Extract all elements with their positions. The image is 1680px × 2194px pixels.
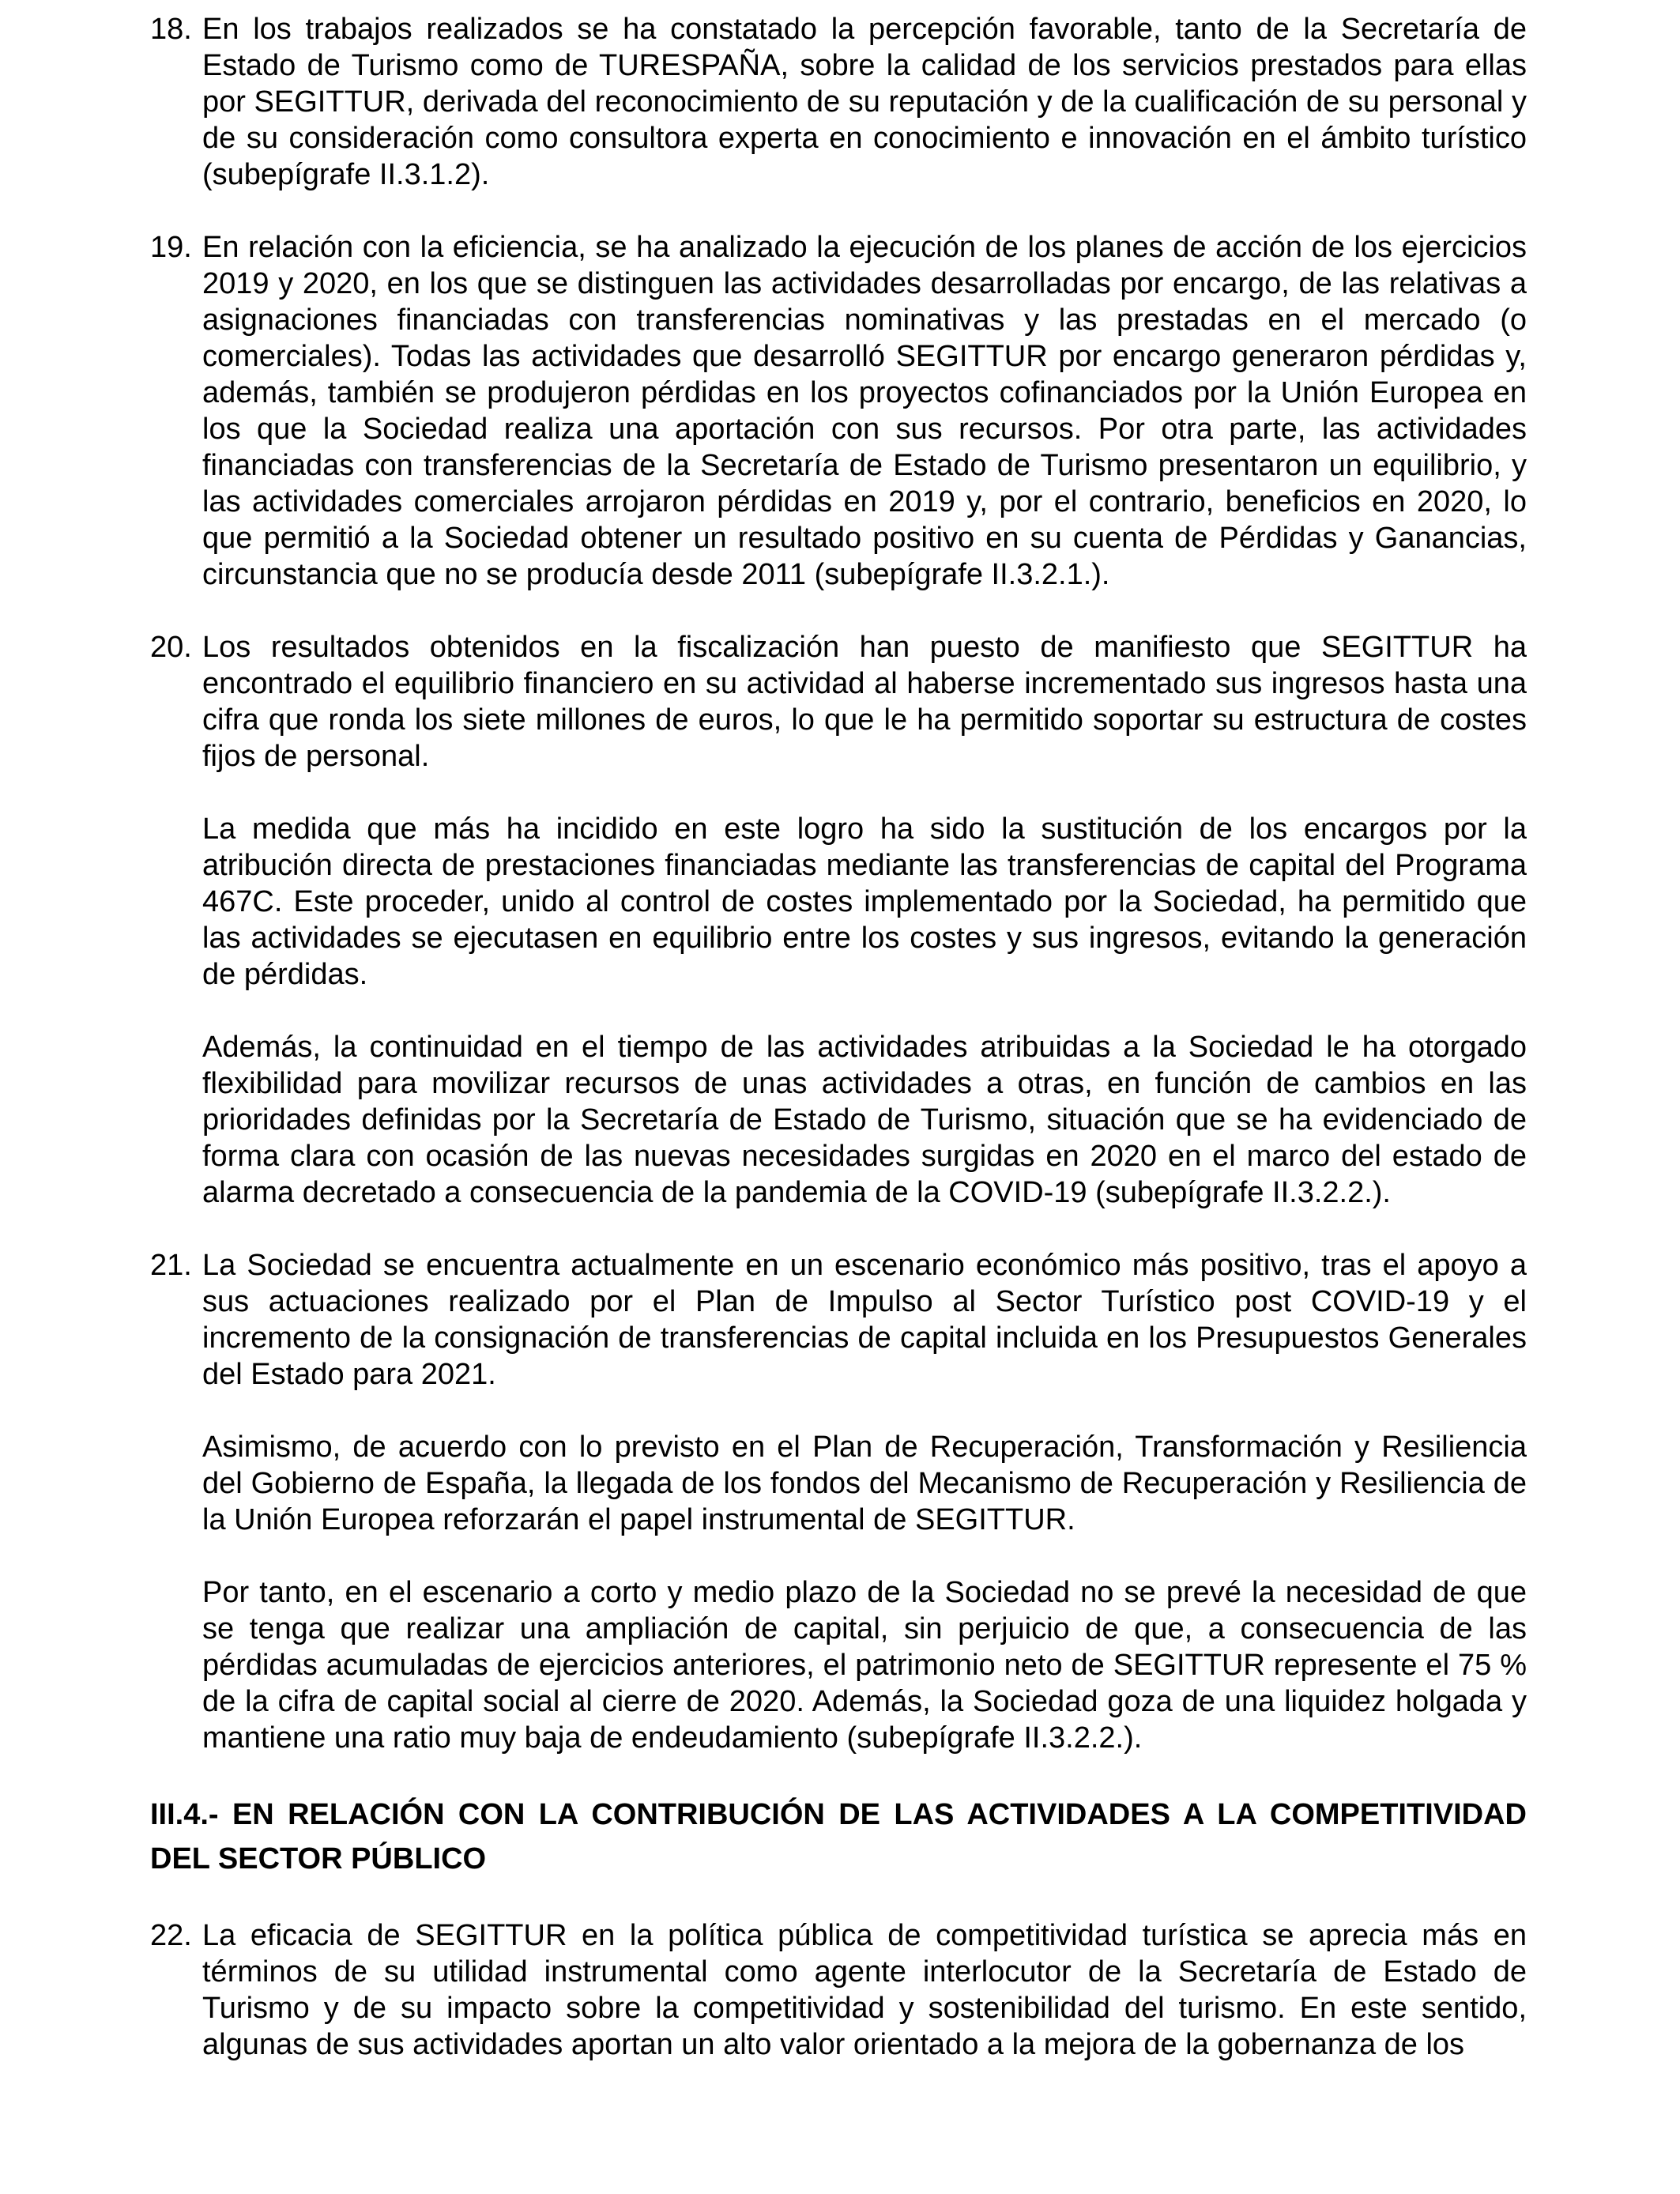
numbered-item-20 (150, 629, 1527, 1211)
numbered-item-22 (150, 1917, 1527, 2063)
numbered-item-18 (150, 11, 1527, 193)
item-paragraph: Los resultados obtenidos en la fiscalización han puesto de manifiesto que SEGITTUR ha encontrado el equilibrio financiero en su actividad al haberse incrementado sus ingresos hasta una cifra que ronda los siete millones de euros, lo que le ha permitido soportar su estructura de costes fijos de personal. (202, 631, 1527, 773)
item-number: 20. (150, 631, 192, 664)
item-paragraph: La medida que más ha incidido en este logro ha sido la sustitución de los encargos por la atribución directa de prestaciones financiadas mediante las transferencias de capital del Programa 467C. Este proceder, unido al control de costes implementado por la Sociedad, ha permitido que las actividades se ejecutasen en equilibrio entre los costes y sus ingresos, evitando la generación de pérdidas. (202, 812, 1527, 991)
item-number: 18. (150, 13, 192, 46)
item-paragraph: Por tanto, en el escenario a corto y medio plazo de la Sociedad no se prevé la necesidad de que se tenga que realizar una ampliación de capital, sin perjuicio de que, a consecuencia de las pérdidas acumuladas de ejercicios anteriores, el patrimonio neto de SEGITTUR represente el 75 % de la cifra de capital social al cierre de 2020. Además, la Sociedad goza de una liquidez holgada y mantiene una ratio muy baja de endeudamiento (subepígrafe II.3.2.2.). (202, 1576, 1527, 1755)
numbered-item-21 (150, 1247, 1527, 1756)
document-page (150, 11, 1527, 2099)
item-paragraph: En los trabajos realizados se ha constatado la percepción favorable, tanto de la Secretaría de Estado de Turismo como de TURESPAÑA, sobre la calidad de los servicios prestados para ellas por SEGITTUR, derivada del reconocimiento de su reputación y de la cualificación de su personal y de su consideración como consultora experta en conocimiento e innovación en el ámbito turístico (subepígrafe II.3.1.2). (202, 13, 1527, 191)
item-number: 21. (150, 1249, 192, 1282)
item-paragraph: La eficacia de SEGITTUR en la política pública de competitividad turística se aprecia más en términos de su utilidad instrumental como agente interlocutor de la Secretaría de Estado de Turismo y de su impacto sobre la competitividad y sostenibilidad del turismo. En este sentido, algunas de sus actividades aportan un alto valor orientado a la mejora de la gobernanza de los (202, 1919, 1527, 2061)
item-paragraph: La Sociedad se encuentra actualmente en un escenario económico más positivo, tras el apoyo a sus actuaciones realizado por el Plan de Impulso al Sector Turístico post COVID-19 y el incremento de la consignación de transferencias de capital incluida en los Presupuestos Generales del Estado para 2021. (202, 1249, 1527, 1391)
item-paragraph: En relación con la eficiencia, se ha analizado la ejecución de los planes de acción de los ejercicios 2019 y 2020, en los que se distinguen las actividades desarrolladas por encargo, de las relativas a asignaciones financiadas con transferencias nominativas y las prestadas en el mercado (o comerciales). Todas las actividades que desarrolló SEGITTUR por encargo generaron pérdidas y, además, también se produjeron pérdidas en los proyectos cofinanciados por la Unión Europea en los que la Sociedad realiza una aportación con sus recursos. Por otra parte, las actividades financiadas con transferencias de la Secretaría de Estado de Turismo presentaron un equilibrio, y las actividades comerciales arrojaron pérdidas en 2019 y, por el contrario, beneficios en 2020, lo que permitió a la Sociedad obtener un resultado positivo en su cuenta de Pérdidas y Ganancias, circunstancia que no se producía desde 2011 (subepígrafe II.3.2.1.). (202, 231, 1527, 591)
item-paragraph: Asimismo, de acuerdo con lo previsto en el Plan de Recuperación, Transformación y Resiliencia del Gobierno de España, la llegada de los fondos del Mecanismo de Recuperación y Resiliencia de la Unión Europea reforzarán el papel instrumental de SEGITTUR. (202, 1431, 1527, 1536)
item-paragraph: Además, la continuidad en el tiempo de las actividades atribuidas a la Sociedad le ha otorgado flexibilidad para movilizar recursos de unas actividades a otras, en función de cambios en las prioridades definidas por la Secretaría de Estado de Turismo, situación que se ha evidenciado de forma clara con ocasión de las nuevas necesidades surgidas en 2020 en el marco del estado de alarma decretado a consecuencia de la pandemia de la COVID-19 (subepígrafe II.3.2.2.). (202, 1031, 1527, 1209)
item-number: 22. (150, 1919, 192, 1952)
section-heading: III.4.- EN RELACIÓN CON LA CONTRIBUCIÓN DE LAS ACTIVIDADES A LA COMPETITIVIDAD DEL SECTOR PÚBLICO (150, 1798, 1527, 1875)
item-number: 19. (150, 231, 192, 264)
numbered-item-19 (150, 229, 1527, 593)
